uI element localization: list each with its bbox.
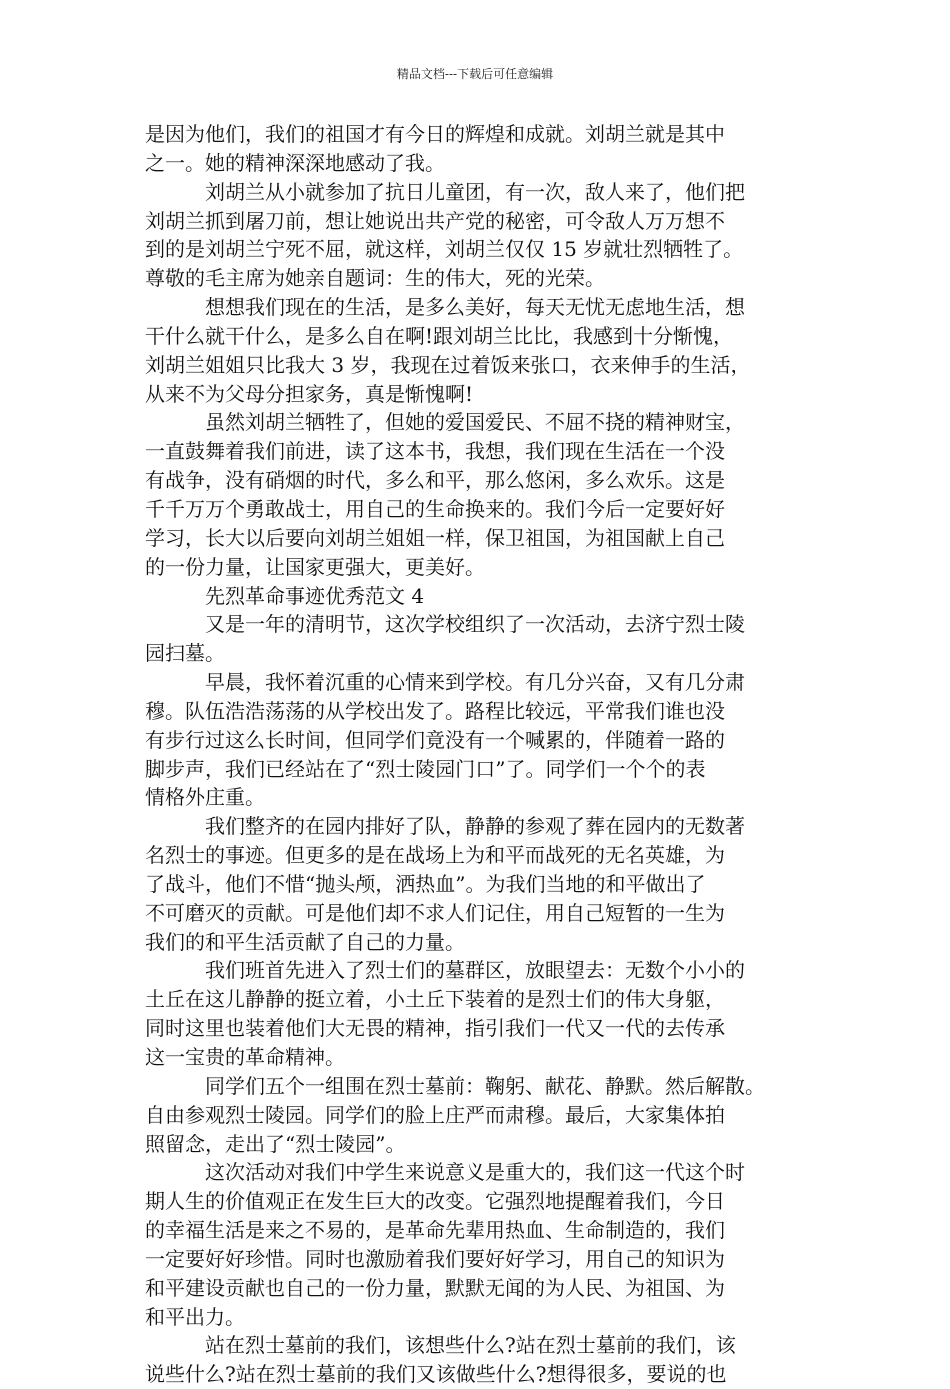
- text-line: 土丘在这儿静静的挺立着，小土丘下装着的是烈士们的伟大身躯，: [145, 987, 725, 1012]
- text-line: 脚步声，我们已经站在了“烈士陵园门口”了。同学们一个个的表: [145, 756, 706, 781]
- text-line: 自由参观烈士陵园。同学们的脸上庄严而肃穆。最后，大家集体拍: [145, 1102, 725, 1127]
- text-line: 从来不为父母分担家务，真是惭愧啊!: [145, 381, 474, 406]
- text-line: 一定要好好珍惜。同时也激励着我们要好好学习，用自己的知识为: [145, 1246, 725, 1271]
- text-line: 尊敬的毛主席为她亲自题词：生的伟大，死的光荣。: [145, 266, 605, 291]
- text-line: 想想我们现在的生活，是多么美好，每天无忧无虑地生活，想: [205, 295, 745, 320]
- text-line: 刘胡兰姐姐只比我大 3 岁，我现在过着饭来张口，衣来伸手的生活，: [145, 352, 751, 377]
- text-line: 先烈革命事迹优秀范文 4: [205, 583, 425, 608]
- text-line: 千千万万个勇敢战士，用自己的生命换来的。我们今后一定要好好: [145, 496, 725, 521]
- text-line: 了战斗，他们不惜“抛头颅，洒热血”。为我们当地的和平做出了: [145, 871, 706, 896]
- text-line: 之一。她的精神深深地感动了我。: [145, 150, 445, 175]
- text-line: 是因为他们，我们的祖国才有今日的辉煌和成就。刘胡兰就是其中: [145, 122, 725, 146]
- text-line: 照留念，走出了“烈士陵园”。: [145, 1131, 406, 1156]
- text-line: 这次活动对我们中学生来说意义是重大的，我们这一代这个时: [205, 1160, 745, 1185]
- page-header: 精品文档---下载后可任意编辑: [396, 67, 554, 81]
- text-line: 有战争，没有硝烟的时代，多么和平，那么悠闲，多么欢乐。这是: [145, 468, 725, 493]
- text-line: 期人生的价值观正在发生巨大的改变。它强烈地提醒着我们，今日: [145, 1189, 725, 1214]
- text-line: 一直鼓舞着我们前进，读了这本书，我想，我们现在生活在一个没: [145, 439, 725, 464]
- document-body: [145, 120, 825, 1389]
- text-line: 和平出力。: [145, 1304, 245, 1329]
- text-line: 穆。队伍浩浩荡荡的从学校出发了。路程比较远，平常我们谁也没: [145, 698, 725, 723]
- text-line: 有步行过这么长时间，但同学们竟没有一个喊累的，伴随着一路的: [145, 727, 725, 752]
- text-line: 我们整齐的在园内排好了队，静静的参观了葬在园内的无数著: [205, 814, 745, 839]
- text-line: 说些什么?站在烈士墓前的我们又该做些什么?想得很多，要说的也: [145, 1362, 727, 1387]
- text-line: 虽然刘胡兰牺牲了，但她的爱国爱民、不屈不挠的精神财宝，: [205, 410, 745, 435]
- text-line: 学习，长大以后要向刘胡兰姐姐一样，保卫祖国，为祖国献上自己: [145, 525, 725, 550]
- text-line: 名烈士的事迹。但更多的是在战场上为和平而战死的无名英雄，为: [145, 843, 725, 868]
- text-line: 同时这里也装着他们大无畏的精神，指引我们一代又一代的去传承: [145, 1016, 725, 1041]
- text-line: 的一份力量，让国家更强大，更美好。: [145, 554, 485, 579]
- text-line: 情格外庄重。: [145, 785, 265, 810]
- text-line: 和平建设贡献也自己的一份力量，默默无闻的为人民、为祖国、为: [145, 1275, 725, 1300]
- text-line: 我们班首先进入了烈士们的墓群区，放眼望去：无数个小小的: [205, 958, 745, 983]
- text-line: 到的是刘胡兰宁死不屈，就这样，刘胡兰仅仅 15 岁就壮烈牺牲了。: [145, 237, 744, 262]
- text-line: 刘胡兰从小就参加了抗日儿童团，有一次，敌人来了，他们把: [205, 179, 745, 204]
- text-line: 刘胡兰抓到屠刀前，想让她说出共产党的秘密，可令敌人万万想不: [145, 208, 725, 233]
- text-line: 不可磨灭的贡献。可是他们却不求人们记住，用自己短暂的一生为: [145, 900, 725, 925]
- text-line: 我们的和平生活贡献了自己的力量。: [145, 929, 465, 954]
- text-line: 园扫墓。: [145, 641, 225, 666]
- text-line: 干什么就干什么，是多么自在啊!跟刘胡兰比比，我感到十分惭愧，: [145, 323, 734, 348]
- text-line: 站在烈士墓前的我们，该想些什么?站在烈士墓前的我们，该: [205, 1333, 736, 1358]
- text-line: 这一宝贵的革命精神。: [145, 1045, 345, 1069]
- text-line: 又是一年的清明节，这次学校组织了一次活动，去济宁烈士陵: [205, 612, 745, 637]
- text-line: 早晨，我怀着沉重的心情来到学校。有几分兴奋，又有几分肃: [205, 670, 745, 695]
- text-line: 的幸福生活是来之不易的，是革命先辈用热血、生命制造的，我们: [145, 1218, 725, 1243]
- text-line: 同学们五个一组围在烈士墓前：鞠躬、献花、静默。然后解散。: [205, 1073, 765, 1098]
